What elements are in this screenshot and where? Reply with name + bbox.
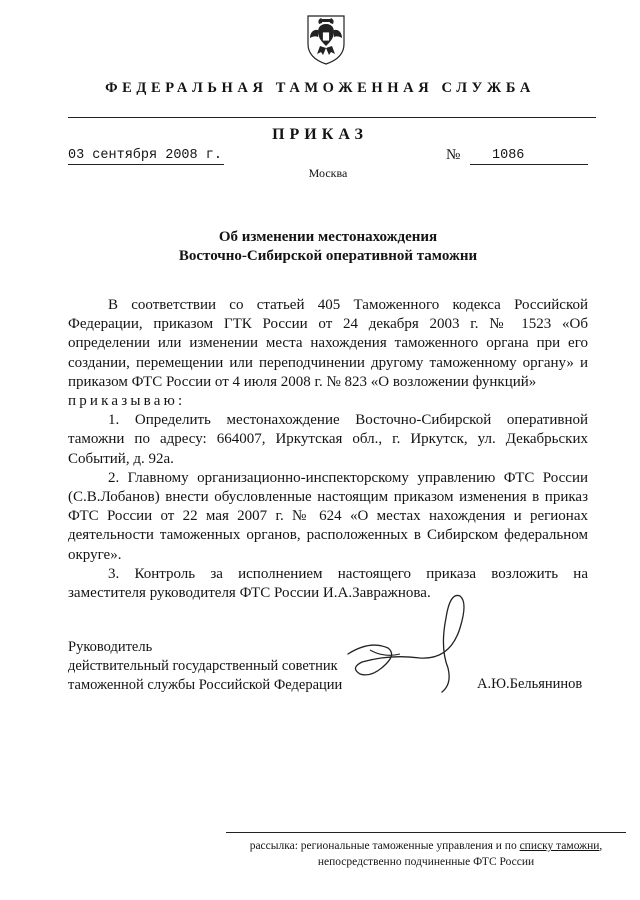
subject-line-1: Об изменении местонахождения bbox=[218, 229, 438, 245]
order-item-3: 3. Контроль за исполнением настоящего приказа возложить на заместителя руководителя ФТС России И.А.Завражнова. bbox=[68, 565, 588, 602]
subject-line-2: Восточно-Сибирской оперативной таможни bbox=[178, 248, 478, 264]
distribution-divider bbox=[226, 832, 626, 833]
order-subject bbox=[0, 228, 640, 266]
order-city: Москва bbox=[308, 166, 348, 180]
position-line-2: действительный государственный советник bbox=[68, 658, 338, 674]
distribution-line-2: непосредственно подчиненные ФТС России bbox=[317, 856, 535, 868]
order-number-sign: № bbox=[446, 147, 461, 163]
order-number-line bbox=[470, 148, 588, 165]
distribution-underlined: списку таможни bbox=[519, 840, 600, 852]
signatory-position bbox=[68, 638, 342, 695]
order-title: ПРИКАЗ bbox=[272, 126, 368, 143]
orders-word: приказываю: bbox=[68, 393, 186, 410]
preamble-paragraph: В соответствии со статьей 405 Таможенного кодекса Российской Федерации, приказом ГТК России от 24 декабря 2003 г. № 1523 «Об определении или изменении места нахождения таможенного органа при его создании, перемещении или переподчинении другому таможенному органу» и приказом ФТС России от 4 июля 2008 г. № 823 «О возложении функций» bbox=[68, 297, 588, 390]
distribution-line-1 bbox=[226, 838, 626, 854]
distribution-list bbox=[226, 838, 626, 870]
order-item-2: 2. Главному организационно-инспекторскому управлению ФТС России (С.В.Лобанов) внести обусловленные настоящим приказом изменения в приказ ФТС России от 22 мая 2007 г. № 624 «О местах нахождения и регионах деятельности таможенных органов, расположенных в Сибирском федеральном округе». bbox=[68, 469, 588, 563]
russian-coat-of-arms-icon bbox=[302, 10, 350, 66]
order-item-1: 1. Определить местонахождение Восточно-Сибирской оперативной таможни по адресу: 664007, Иркутская обл., г. Иркутск, ул. Декабрьских Событий, д. 92а. bbox=[68, 412, 588, 467]
header-divider bbox=[68, 117, 596, 118]
order-date: 03 сентября 2008 г. bbox=[68, 148, 222, 163]
position-line-1: Руководитель bbox=[68, 639, 153, 655]
order-body bbox=[68, 296, 588, 603]
signatory-name: А.Ю.Бельянинов bbox=[477, 676, 583, 692]
order-number: 1086 bbox=[492, 148, 525, 163]
distribution-prefix: рассылка: региональные таможенные управления и по bbox=[249, 840, 520, 852]
distribution-suffix: , bbox=[599, 840, 603, 852]
position-line-3: таможенной службы Российской Федерации bbox=[68, 677, 343, 693]
agency-name: ФЕДЕРАЛЬНАЯ ТАМОЖЕННАЯ СЛУЖБА bbox=[105, 80, 535, 96]
